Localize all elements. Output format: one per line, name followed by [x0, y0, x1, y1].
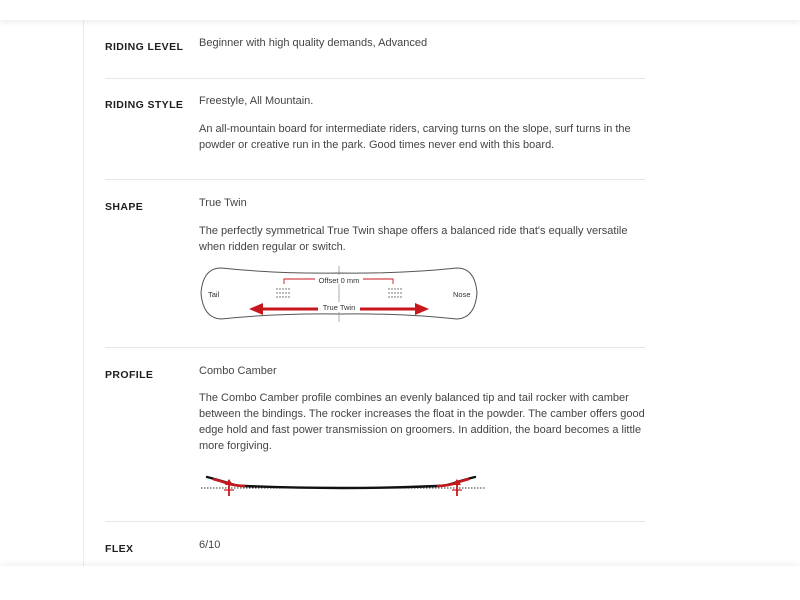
- row-divider: [105, 179, 645, 180]
- true-twin-board-svg: [199, 264, 479, 324]
- true-twin-caption: True Twin: [322, 303, 356, 312]
- flex-value: 6/10: [199, 539, 221, 551]
- offset-label: Offset 0 mm: [318, 276, 360, 285]
- riding-level-label: RIDING LEVEL: [105, 41, 184, 53]
- shape-description: The perfectly symmetrical True Twin shape offers a balanced ride that's equally versatile when ridden regular or switch.: [199, 225, 628, 253]
- profile-value: Combo Camber: [199, 365, 277, 377]
- riding-style-value: Freestyle, All Mountain.: [199, 95, 314, 107]
- row-divider: [105, 521, 645, 522]
- combo-camber-profile-svg: [199, 468, 489, 500]
- board-profile-line: [207, 477, 475, 488]
- profile-description: The Combo Camber profile combines an evenly balanced tip and tail rocker with camber between the bindings. The rocker increases the float in the powder. The camber offers good edge hold and fast power transmission on groomers. In addition, the board becomes a little more forgiving.: [199, 392, 645, 452]
- true-twin-diagram: [199, 264, 479, 329]
- riding-style-description: An all-mountain board for intermediate riders, carving turns on the slope, surf turns in the powder or creative run in the park. Good times never end with this board.: [199, 123, 631, 151]
- left-rule: [83, 0, 84, 600]
- row-divider: [105, 347, 645, 348]
- shape-label: SHAPE: [105, 201, 144, 213]
- tail-label: Tail: [208, 290, 220, 299]
- flex-label: FLEX: [105, 543, 134, 555]
- profile-label: PROFILE: [105, 369, 154, 381]
- top-bar: [0, 0, 800, 20]
- riding-style-label: RIDING STYLE: [105, 99, 184, 111]
- bottom-bar: [0, 566, 800, 600]
- shape-value: True Twin: [199, 197, 247, 209]
- riding-level-value: Beginner with high quality demands, Advanced: [199, 37, 428, 49]
- combo-camber-diagram: [199, 468, 489, 505]
- nose-label: Nose: [453, 290, 471, 299]
- row-divider: [105, 78, 645, 79]
